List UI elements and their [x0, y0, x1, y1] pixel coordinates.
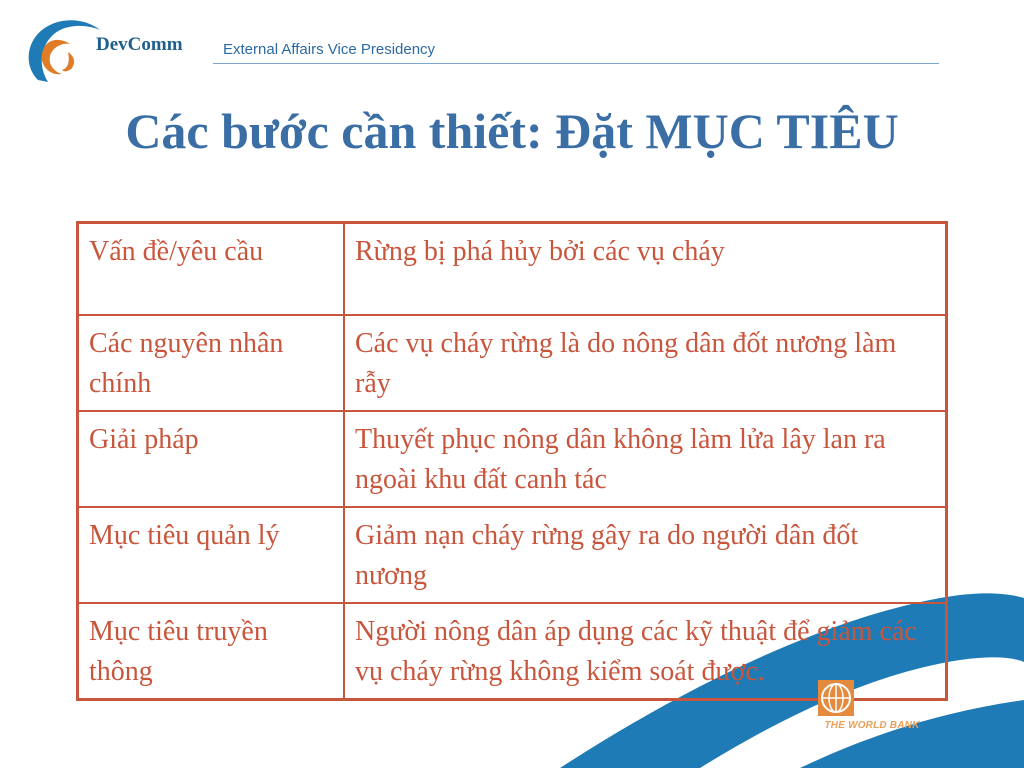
goal-table: [76, 221, 948, 701]
row-value: Các vụ cháy rừng là do nông dân đốt nương làm rẫy: [344, 315, 947, 411]
header-divider: [213, 63, 939, 64]
row-label: Vấn đề/yêu cầu: [78, 223, 345, 315]
table-row: [78, 223, 947, 315]
row-value: Thuyết phục nông dân không làm lửa lây lan ra ngoài khu đất canh tác: [344, 411, 947, 507]
table-row: [78, 603, 947, 700]
row-value: Giảm nạn cháy rừng gây ra do người dân đốt nương: [344, 507, 947, 603]
row-label: Giải pháp: [78, 411, 345, 507]
row-label: Các nguyên nhân chính: [78, 315, 345, 411]
brand-name: DevComm: [96, 34, 183, 55]
row-label: Mục tiêu truyền thông: [78, 603, 345, 700]
table-row: [78, 411, 947, 507]
row-value: Người nông dân áp dụng các kỹ thuật để giảm các vụ cháy rừng không kiểm soát được.: [344, 603, 947, 700]
table-row: [78, 507, 947, 603]
world-bank-text: THE WORLD BANK: [824, 720, 920, 731]
devcomm-logo-icon: [18, 10, 108, 100]
row-label: Mục tiêu quản lý: [78, 507, 345, 603]
department-name: External Affairs Vice Presidency: [223, 41, 436, 58]
row-value: Rừng bị phá hủy bởi các vụ cháy: [344, 223, 947, 315]
table-row: [78, 315, 947, 411]
slide-title: Các bước cần thiết: Đặt MỤC TIÊU: [125, 103, 899, 159]
